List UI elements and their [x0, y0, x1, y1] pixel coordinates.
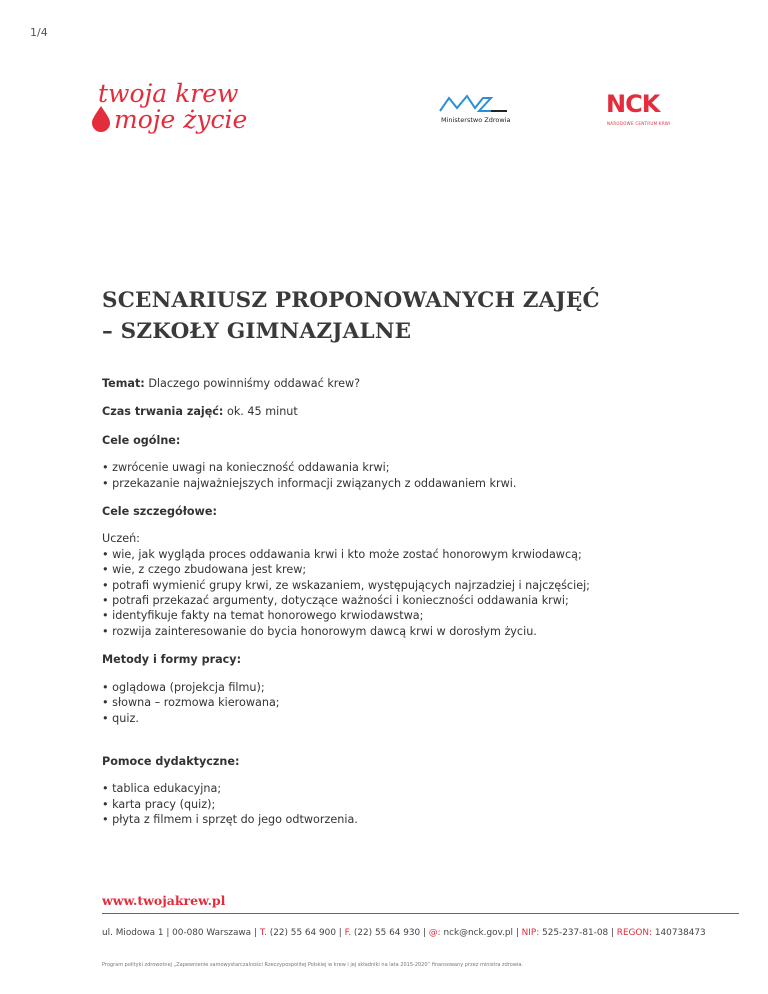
title-line-1: SCENARIUSZ PROPONOWANYCH ZAJĘĆ: [102, 288, 600, 313]
nck-logo: [606, 90, 676, 130]
list-item: • tablica edukacyjna;: [102, 782, 222, 796]
program-note: Program polityki zdrowotnej „Zapewnienie samowystarczalności Rzeczypospolitej Polskiej w krew i jej składniki na lata 2015-2020” finansowany przez ministra zdrowia.: [102, 962, 523, 968]
list-item: • wie, jak wygląda proces oddawania krwi i kto może zostać honorowym krwiodawcą;: [102, 547, 582, 561]
specific-goals-list: [102, 531, 702, 639]
list-item: • zwrócenie uwagi na konieczność oddawania krwi;: [102, 461, 390, 475]
list-item: • przekazanie najważniejszych informacji związanych z oddawaniem krwi.: [102, 476, 517, 490]
list-item: • potrafi wymienić grupy krwi, ze wskazaniem, występujących najrzadziej i najczęściej;: [102, 578, 590, 592]
list-item: • płyta z filmem i sprzęt do jego odtworzenia.: [102, 813, 358, 827]
general-goals-list: [102, 460, 702, 491]
logo-line-1: twoja krew: [98, 79, 239, 108]
duration: Czas trwania zajęć: ok. 45 minut: [102, 405, 298, 419]
footer-divider: [102, 913, 739, 914]
title-line-2: – SZKOŁY GIMNAZJALNE: [102, 319, 412, 344]
ministry-logo: [437, 94, 517, 130]
methods-list: [102, 680, 702, 726]
ministry-label: Ministerstwo Zdrowia: [441, 116, 511, 124]
list-item: • identyfikuje fakty na temat honorowego krwiodawstwa;: [102, 609, 424, 623]
list-item: • słowna – rozmowa kierowana;: [102, 696, 280, 710]
logo-line-2: moje życie: [114, 105, 248, 134]
list-item: • wie, z czego zbudowana jest krew;: [102, 563, 307, 577]
nck-sub-label: NARODOWE CENTRUM KRWI: [607, 121, 671, 126]
list-item: • quiz.: [102, 711, 139, 725]
page-title: [102, 285, 702, 347]
nck-label: NCK: [606, 90, 660, 118]
topic: Temat: Dlaczego powinniśmy oddawać krew?: [102, 377, 361, 390]
footer-contact: ul. Miodowa 1 | 00-080 Warszawa | T. (22) 55 64 900 | F. (22) 55 64 930 | @: nck@nck.gov.pl | NIP: 525-237-81-08 | REGON: 140738473: [102, 928, 706, 938]
list-item: • oglądowa (projekcja filmu);: [102, 680, 265, 694]
list-intro: Uczeń:: [102, 532, 140, 546]
blood-drop-icon: [92, 106, 110, 132]
ministry-mark-icon: [437, 94, 517, 114]
general-goals-heading: Cele ogólne:: [102, 433, 181, 447]
website-link[interactable]: www.twojakrew.pl: [102, 893, 226, 908]
twoja-krew-logo: [92, 78, 307, 140]
specific-goals-heading: Cele szczegółowe:: [102, 505, 217, 519]
list-item: • karta pracy (quiz);: [102, 797, 216, 811]
methods-heading: Metody i formy pracy:: [102, 653, 242, 667]
page-number: 1/4: [30, 26, 48, 39]
email-link[interactable]: nck@nck.gov.pl |: [440, 928, 522, 938]
aids-list: [102, 781, 702, 827]
list-item: • potrafi przekazać argumenty, dotyczące ważności i konieczności oddawania krwi;: [102, 594, 569, 608]
document-body: [102, 376, 702, 828]
list-item: • rozwija zainteresowanie do bycia honorowym dawcą krwi w dorosłym życiu.: [102, 624, 537, 638]
aids-heading: Pomoce dydaktyczne:: [102, 754, 240, 768]
